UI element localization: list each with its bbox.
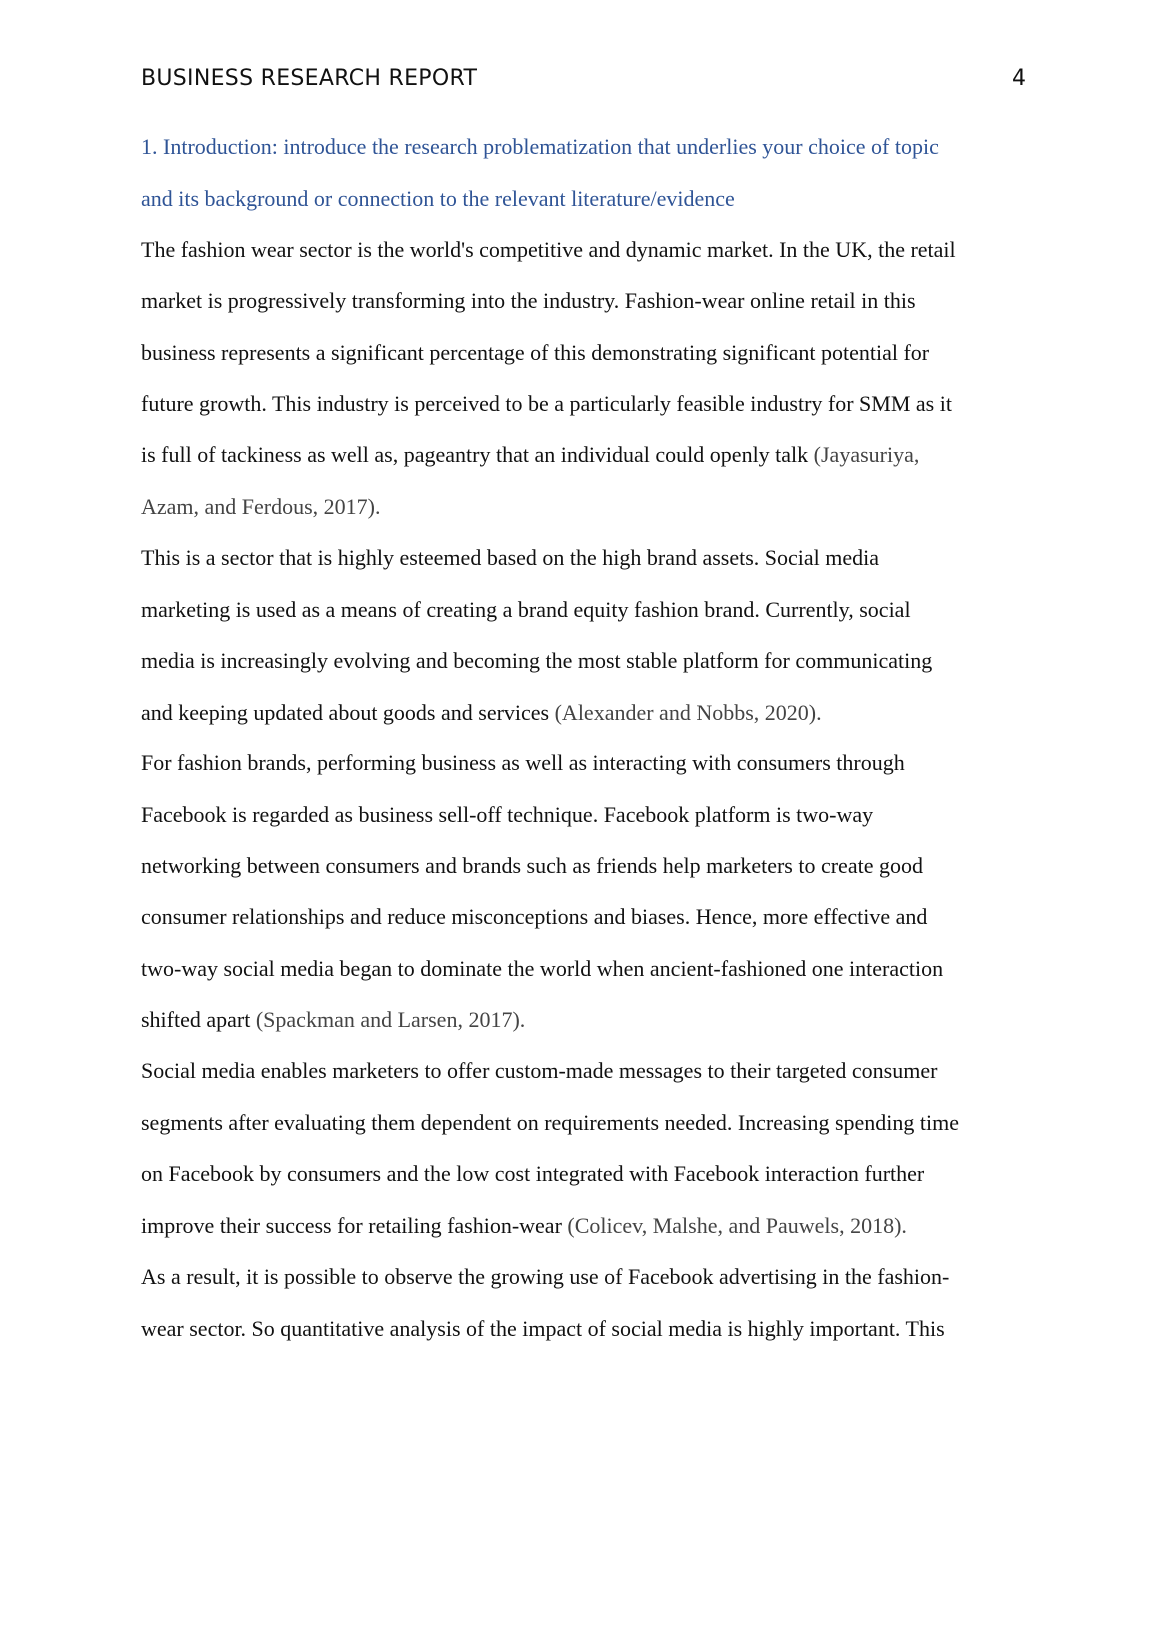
paragraph-3-line-4: consumer relationships and reduce misconceptions and biases. Hence, more effective and [141, 904, 928, 929]
paragraph-4-line-3: on Facebook by consumers and the low cost integrated with Facebook interaction further [141, 1161, 925, 1186]
paragraph-3-line-1: For fashion brands, performing business as well as interacting with consumers through [141, 750, 905, 775]
paragraph-3-line-3: networking between consumers and brands such as friends help marketers to create good [141, 853, 923, 878]
paragraph-1-line-4: future growth. This industry is perceived to be a particularly feasible industry for SMM as it [141, 391, 952, 416]
paragraph-3-line-6 [141, 1007, 525, 1033]
citation-alexander: (Alexander and Nobbs, 2020). [554, 700, 822, 725]
paragraph-2-line-2: marketing is used as a means of creating a brand equity fashion brand. Currently, social [141, 597, 911, 622]
section-heading-line-2: and its background or connection to the relevant literature/evidence [141, 186, 735, 211]
section-heading-line-1: 1. Introduction: introduce the research problematization that underlies your choice of topic [141, 134, 939, 159]
page-number: 4 [1012, 66, 1026, 91]
paragraph-3-line-2: Facebook is regarded as business sell-off technique. Facebook platform is two-way [141, 802, 874, 827]
paragraph-2-line-1: This is a sector that is highly esteemed based on the high brand assets. Social media [141, 545, 880, 570]
paragraph-4-line-1: Social media enables marketers to offer custom-made messages to their targeted consumer [141, 1058, 938, 1083]
paragraph-1-line-2: market is progressively transforming into the industry. Fashion-wear online retail in this [141, 288, 916, 313]
paragraph-5-line-1: As a result, it is possible to observe the growing use of Facebook advertising in the fashion- [141, 1264, 950, 1289]
citation-spackman: (Spackman and Larsen, 2017). [255, 1007, 526, 1032]
paragraph-4-text: improve their success for retailing fashion-wear [141, 1213, 568, 1238]
paragraph-1-line-3: business represents a significant percentage of this demonstrating significant potential for [141, 340, 930, 365]
paragraph-2-text: and keeping updated about goods and services [141, 700, 555, 725]
citation-colicev: (Colicev, Malshe, and Pauwels, 2018). [567, 1213, 907, 1238]
citation-jayasuriya-a: (Jayasuriya, [813, 442, 920, 467]
paragraph-1-line-1: The fashion wear sector is the world's competitive and dynamic market. In the UK, the retail [141, 237, 956, 262]
paragraph-4-line-2: segments after evaluating them dependent on requirements needed. Increasing spending time [141, 1110, 959, 1135]
running-head: BUSINESS RESEARCH REPORT [141, 66, 478, 91]
paragraph-4-line-4 [141, 1213, 907, 1239]
paragraph-2-line-4 [141, 700, 822, 726]
paragraph-3-text: shifted apart [141, 1007, 256, 1032]
paragraph-1-text: is full of tackiness as well as, pageantry that an individual could openly talk [141, 442, 814, 467]
paragraph-1-line-5 [141, 442, 919, 468]
paragraph-5-line-2: wear sector. So quantitative analysis of the impact of social media is highly important. This [141, 1316, 945, 1341]
citation-jayasuriya-b: Azam, and Ferdous, 2017). [141, 494, 381, 519]
paragraph-3-line-5: two-way social media began to dominate the world when ancient-fashioned one interaction [141, 956, 944, 981]
paragraph-2-line-3: media is increasingly evolving and becoming the most stable platform for communicating [141, 648, 933, 673]
